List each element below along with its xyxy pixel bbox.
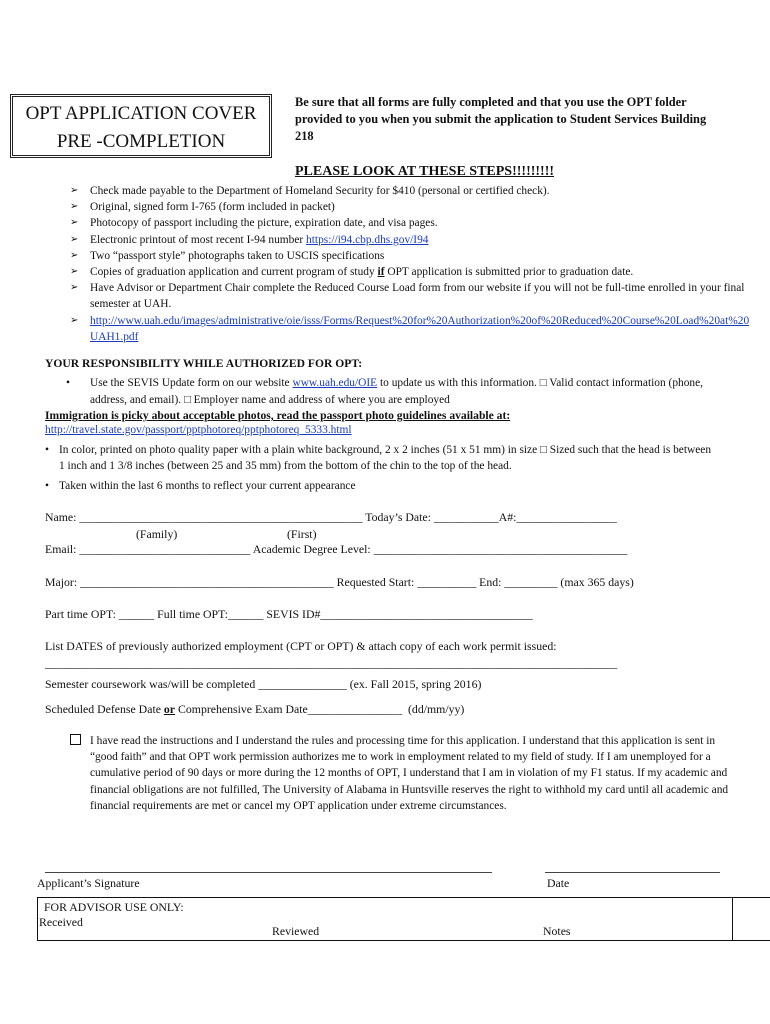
bullet-icon: •: [45, 480, 49, 492]
family-name-caption: (Family): [136, 527, 178, 541]
certification-checkbox[interactable]: [70, 734, 81, 745]
oie-link[interactable]: www.uah.edu/OIE: [292, 377, 378, 389]
list-item: [70, 232, 750, 248]
step-text: Have Advisor or Department Chair complete the Reduced Course Load form from our website if you will not be full-time enrolled in your final semester at UAH.: [90, 282, 745, 311]
photo-guidelines-link[interactable]: http://travel.state.gov/passport/pptphotoreq/pptphotoreq_5333.html: [45, 424, 352, 436]
list-item: [45, 478, 715, 494]
exam-date-label: Comprehensive Exam Date________________ (dd/mm/yy): [175, 702, 465, 716]
intro-text: Be sure that all forms are fully completed and that you use the OPT folder provided to you when you submit the application to Student Services Building 218: [295, 95, 707, 143]
list-item: [70, 280, 750, 312]
title-box: [10, 94, 272, 158]
major-start-end-fields[interactable]: Major: ___________________________________________ Requested Start: __________ End: _________ (max 365 days): [45, 575, 634, 589]
list-item: [45, 442, 715, 474]
if-emphasis: if: [377, 266, 385, 279]
list-item: [70, 264, 750, 280]
list-item: [70, 313, 750, 345]
steps-list: [70, 183, 750, 345]
arrow-bullet-icon: ➢: [70, 217, 79, 229]
arrow-bullet-icon: ➢: [70, 282, 79, 294]
list-item: [70, 199, 750, 215]
responsibility-text: Use the SEVIS Update form on our website: [90, 377, 293, 389]
arrow-bullet-icon: ➢: [70, 201, 79, 213]
step-text: Two “passport style” photographs taken to USCIS specifications: [90, 249, 385, 262]
responsibility-item: [66, 375, 706, 409]
i94-link[interactable]: https://i94.cbp.dhs.gov/I94: [306, 233, 429, 246]
arrow-bullet-icon: ➢: [70, 266, 79, 278]
arrow-bullet-icon: ➢: [70, 185, 79, 196]
reduced-course-load-link[interactable]: http://www.uah.edu/images/administrative/oie/isss/Forms/Request%20for%20Authorization%20of%20Reduced%20Course%20Load%20at%20UAH1.pdf: [90, 314, 750, 343]
opt-type-sevis-fields[interactable]: Part time OPT: ______ Full time OPT:______ SEVIS ID#____________________________________: [45, 607, 533, 621]
arrow-bullet-icon: ➢: [70, 314, 79, 326]
defense-label: Scheduled Defense Date: [45, 702, 164, 716]
first-name-caption: (First): [287, 527, 317, 541]
date-label: Date: [547, 876, 570, 890]
notes-label: Notes: [543, 924, 571, 938]
defense-exam-date-field[interactable]: [45, 702, 464, 717]
semester-completion-field[interactable]: Semester coursework was/will be completed _______________ (ex. Fall 2015, spring 2016): [45, 677, 482, 691]
photo-guideline-text: In color, printed on photo quality paper with a plain white background, 2 x 2 inches (51 x 51 mm) in size □ Sized such that the head is between 1 inch and 1 3/8 inches (between 25 and 35 mm) from the bottom of the chin to the top of the head.: [59, 444, 712, 472]
photo-guideline-text: Taken within the last 6 months to reflect your current appearance: [59, 480, 356, 492]
arrow-bullet-icon: ➢: [70, 249, 79, 261]
date-line[interactable]: [545, 872, 720, 873]
title-line-1: OPT APPLICATION COVER: [25, 103, 257, 124]
responsibility-text-rest: to update us with this information. □ Valid contact information (phone, address, and email). □ Employer name and address of where you are employed: [90, 377, 704, 406]
responsibility-heading: YOUR RESPONSIBILITY WHILE AUTHORIZED FOR OPT:: [45, 357, 363, 370]
step-text: Original, signed form I-765 (form included in packet): [90, 201, 335, 214]
list-item: [70, 183, 750, 199]
name-date-anumber-fields[interactable]: Name: ________________________________________________ Today’s Date: ___________A#:_________________: [45, 510, 617, 524]
list-item: [70, 215, 750, 231]
advisor-box-divider: [732, 898, 733, 940]
bullet-icon: •: [45, 444, 49, 456]
title-line-2: PRE -COMPLETION: [56, 131, 226, 152]
certification-block: [70, 733, 730, 814]
email-degree-fields[interactable]: Email: _____________________________ Academic Degree Level: ___________________________________________: [45, 542, 628, 556]
reviewed-label: Reviewed: [272, 924, 320, 938]
advisor-use-box: [37, 897, 770, 941]
or-emphasis: or: [163, 702, 176, 716]
steps-heading: PLEASE LOOK AT THESE STEPS!!!!!!!!!: [295, 164, 555, 179]
step-text: Photocopy of passport including the picture, expiration date, and visa pages.: [90, 217, 438, 230]
advisor-heading: FOR ADVISOR USE ONLY:: [44, 900, 184, 914]
step-text-rest: OPT application is submitted prior to graduation date.: [384, 266, 634, 279]
step-text: Electronic printout of most recent I-94 number: [90, 233, 307, 246]
photo-guidelines-heading: Immigration is picky about acceptable photos, read the passport photo guidelines available at:: [45, 409, 511, 422]
signature-line[interactable]: [45, 872, 492, 873]
received-label: Received: [39, 915, 83, 929]
list-item: [70, 248, 750, 264]
applicant-signature-label: Applicant’s Signature: [37, 876, 140, 890]
step-text: Copies of graduation application and current program of study: [90, 266, 378, 279]
photo-guidelines-list: [45, 442, 715, 494]
arrow-bullet-icon: ➢: [70, 233, 79, 245]
step-text: Check made payable to the Department of Homeland Security for $410 (personal or certified check).: [90, 185, 550, 197]
previous-employment-field[interactable]: _________________________________________________________________________________________________: [45, 656, 618, 670]
certification-text: I have read the instructions and I understand the rules and processing time for this application. I understand that this application is sent in “good faith” and that OPT work permission authorizes me to work in employment related to my field of study. If I am unemployed for a cumulative period of 90 days or more during the 12 months of OPT, I understand that I am in violation of my F1 status. If my academic and financial obligations are not fulfilled, The University of Alabama in Huntsville reserves the right to withhold my card until all academic and financial requirements are met or cancel my OPT application under extreme circumstances.: [90, 735, 729, 812]
previous-employment-label: List DATES of previously authorized employment (CPT or OPT) & attach copy of each work permit issued:: [45, 639, 557, 653]
bullet-icon: •: [66, 377, 70, 389]
